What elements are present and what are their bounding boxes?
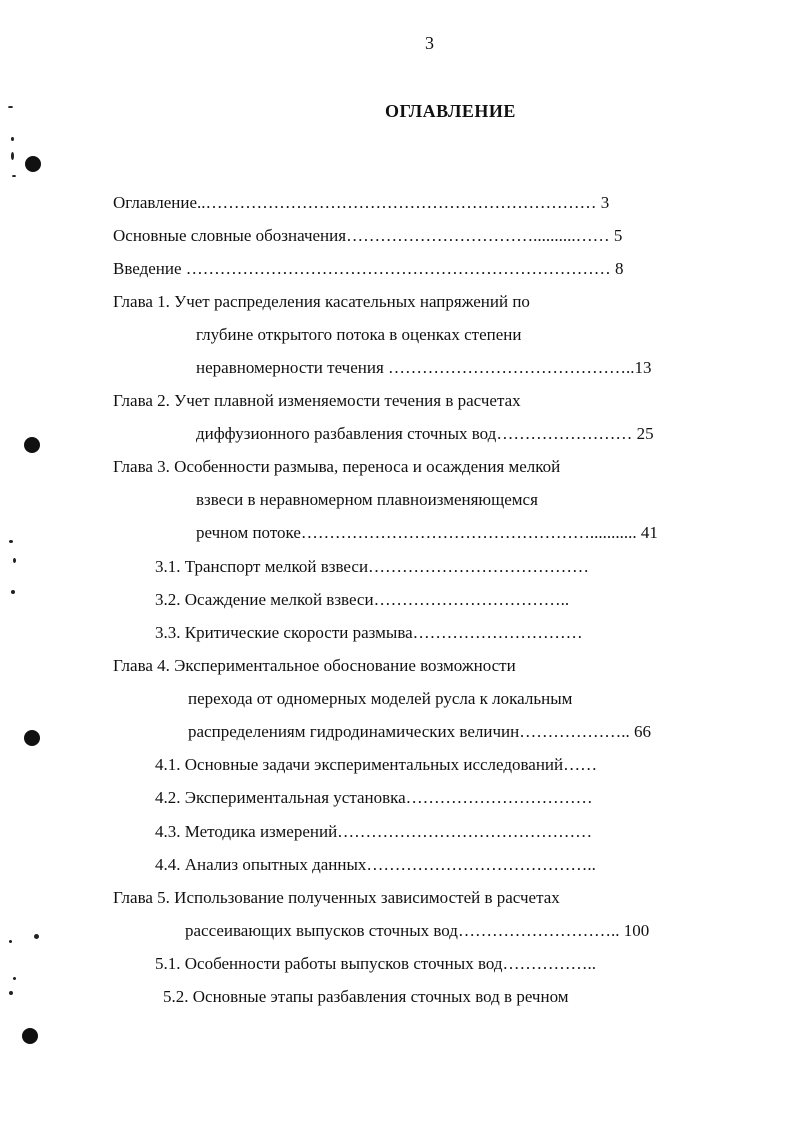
toc-line: 3.1. Транспорт мелкой взвеси………………………………… bbox=[155, 557, 590, 576]
scan-speck bbox=[34, 934, 39, 939]
scan-speck bbox=[13, 977, 16, 980]
toc-line: 4.3. Методика измерений……………………………………… bbox=[155, 822, 593, 841]
scan-speck bbox=[8, 106, 13, 108]
binder-hole-1 bbox=[25, 156, 41, 172]
toc-line: Глава 4. Экспериментальное обоснование возможности bbox=[113, 656, 516, 675]
toc-line: диффузионного разбавления сточных вод…………………… 25 bbox=[196, 424, 654, 443]
scan-speck bbox=[13, 558, 16, 563]
toc-line: 5.2. Основные этапы разбавления сточных вод в речном bbox=[163, 987, 569, 1006]
toc-line: Оглавление..…………………………………………………………… 3 bbox=[113, 193, 610, 212]
toc-line: 4.1. Основные задачи экспериментальных исследований…… bbox=[155, 755, 598, 774]
scan-speck bbox=[9, 540, 13, 543]
toc-line: 5.1. Особенности работы выпусков сточных вод…………….. bbox=[155, 954, 597, 973]
toc-line: глубине открытого потока в оценках степени bbox=[196, 325, 522, 344]
toc-line: Глава 1. Учет распределения касательных напряжений по bbox=[113, 292, 530, 311]
toc-line: 4.2. Экспериментальная установка…………………………… bbox=[155, 788, 593, 807]
toc-line: распределениям гидродинамических величин……………….. 66 bbox=[188, 722, 651, 741]
toc-line: Основные словные обозначения……………………………..........…… 5 bbox=[113, 226, 623, 245]
scan-speck bbox=[12, 175, 16, 177]
binder-hole-4 bbox=[22, 1028, 38, 1044]
toc-line: 4.4. Анализ опытных данных………………………………….. bbox=[155, 855, 596, 874]
toc-line: взвеси в неравномерном плавноизменяющемся bbox=[196, 490, 538, 509]
page-number: 3 bbox=[425, 33, 434, 53]
toc-line: речном потоке……………………………………………........... 41 bbox=[196, 523, 658, 542]
toc-line: Глава 5. Использование полученных зависимостей в расчетах bbox=[113, 888, 560, 907]
scan-speck bbox=[9, 991, 13, 995]
binder-hole-3 bbox=[24, 730, 40, 746]
page-title: ОГЛАВЛЕНИЕ bbox=[385, 101, 516, 121]
toc-line: 3.3. Критические скорости размыва………………………… bbox=[155, 623, 583, 642]
toc-line: Глава 2. Учет плавной изменяемости течения в расчетах bbox=[113, 391, 521, 410]
scan-speck bbox=[11, 137, 14, 141]
toc-line: 3.2. Осаждение мелкой взвеси…………………………….. bbox=[155, 590, 570, 609]
toc-line: Введение ………………………………………………………………… 8 bbox=[113, 259, 624, 278]
scan-speck bbox=[9, 940, 12, 943]
toc-line: неравномерности течения ……………………………………..13 bbox=[196, 358, 652, 377]
binder-hole-2 bbox=[24, 437, 40, 453]
toc-line: рассеивающих выпусков сточных вод……………………….. 100 bbox=[185, 921, 650, 940]
scan-speck bbox=[11, 152, 14, 160]
toc-line: Глава 3. Особенности размыва, переноса и осаждения мелкой bbox=[113, 457, 561, 476]
toc-line: перехода от одномерных моделей русла к локальным bbox=[188, 689, 573, 708]
scan-speck bbox=[11, 590, 15, 594]
